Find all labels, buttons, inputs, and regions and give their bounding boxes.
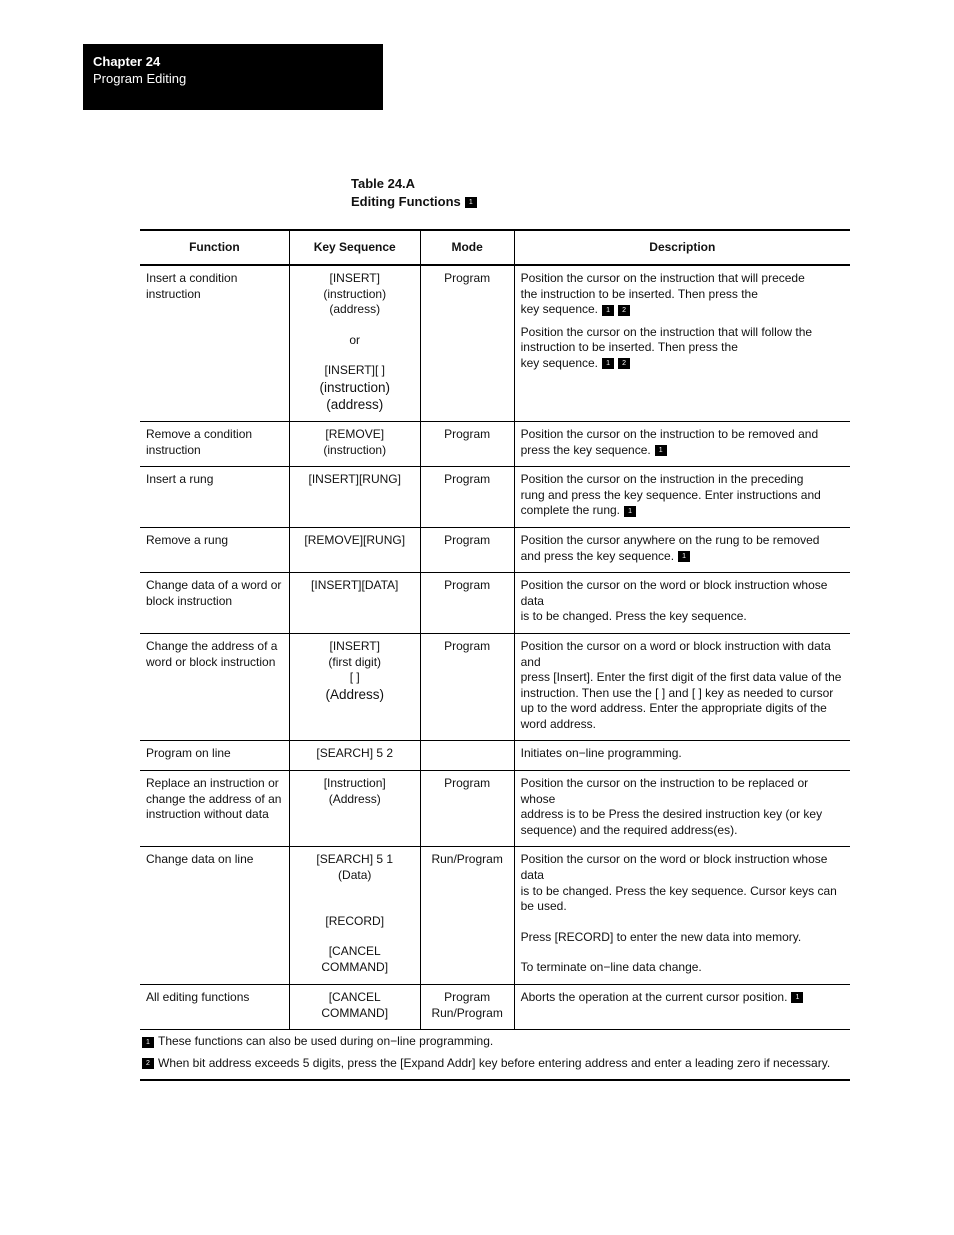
chapter-header: [83, 44, 383, 110]
description-text: sequence) and the required address(es).: [520, 822, 738, 837]
cell-key-sequence: [289, 847, 420, 985]
mode-text: Run/Program: [431, 1005, 503, 1020]
function-text: Remove a rung: [146, 532, 229, 547]
key-text: (instruction): [323, 286, 387, 301]
description-paragraph: [521, 990, 844, 1006]
cell-key-sequence: [289, 633, 420, 741]
description-text: Position the cursor anywhere on the rung to be removed: [520, 532, 820, 547]
spacer: [296, 884, 414, 899]
description-text: Position the cursor on the instruction that will precede: [520, 271, 805, 285]
cell-function: [140, 527, 289, 572]
function-text: Insert a condition: [146, 271, 238, 285]
column-header-description: Description: [514, 230, 850, 265]
cell-function: [140, 421, 289, 466]
mode-text: Program: [444, 776, 491, 791]
description-text: address is to be Press the desired instruction key (or key: [520, 807, 823, 822]
cell-function: [140, 847, 289, 985]
table-row: [140, 265, 850, 421]
description-paragraph: [521, 639, 844, 733]
cell-description: [514, 633, 850, 741]
key-text: (Data): [338, 868, 372, 883]
description-text: Initiates on−line programming.: [520, 746, 682, 761]
footnote: [140, 1030, 850, 1052]
description-paragraph: [521, 960, 844, 976]
description-paragraph: [521, 472, 844, 519]
function-text: instruction: [146, 286, 201, 301]
description-paragraph: [521, 746, 844, 762]
key-text: or: [349, 332, 361, 347]
chapter-title: Program Editing: [93, 71, 187, 86]
mode-text: Program: [444, 638, 491, 653]
function-text: Remove a condition: [146, 426, 253, 441]
description-text: Position the cursor on the instruction in the preceding: [520, 472, 804, 487]
footnote-marker: 1: [602, 358, 614, 369]
mode-text: Program: [444, 426, 491, 441]
function-text: change the address of an: [146, 791, 282, 806]
cell-mode: [420, 633, 514, 741]
cell-function: [140, 985, 289, 1030]
key-text: [INSERT][ ]: [324, 363, 385, 378]
description-text: and press the key sequence.: [520, 548, 675, 563]
table-title-line: [351, 193, 477, 211]
key-text: [REMOVE][RUNG]: [304, 532, 406, 547]
function-text: Program on line: [146, 746, 231, 761]
function-text: Change data of a word or: [146, 578, 282, 593]
table-row: [140, 573, 850, 634]
spacer: [521, 318, 844, 325]
cell-function: [140, 265, 289, 421]
cell-key-sequence: [289, 741, 420, 771]
table-row: [140, 847, 850, 985]
cell-description: [514, 771, 850, 847]
function-text: block instruction: [146, 593, 233, 608]
cell-description: [514, 741, 850, 771]
function-text: instruction without data: [146, 807, 269, 822]
description-text: Position the cursor on the instruction that will follow the: [520, 324, 813, 339]
cell-mode: [420, 771, 514, 847]
table-row: [140, 741, 850, 771]
table-row: [140, 985, 850, 1030]
description-text: is to be changed. Press the key sequence.: [520, 609, 747, 624]
cell-key-sequence: [289, 573, 420, 634]
function-text: Replace an instruction or: [146, 776, 279, 791]
editing-functions-table: [140, 229, 850, 1081]
description-paragraph: [521, 852, 844, 914]
cell-key-sequence: [289, 527, 420, 572]
description-text: key sequence.: [520, 302, 599, 317]
key-text: (address): [326, 396, 384, 412]
function-text: word or block instruction: [146, 654, 276, 669]
key-text: (instruction): [319, 379, 390, 395]
cell-mode: [420, 265, 514, 421]
description-text: instruction. Then use the [ ] and [ ] key as needed to cursor: [520, 685, 834, 700]
table-row: [140, 527, 850, 572]
mode-text: Program: [444, 271, 491, 285]
footnote-marker: 1: [678, 551, 690, 562]
function-text: Change the address of a: [146, 638, 278, 653]
key-text: [INSERT]: [329, 271, 380, 285]
cell-key-sequence: [289, 985, 420, 1030]
cell-description: [514, 527, 850, 572]
spacer: [521, 915, 844, 930]
cell-key-sequence: [289, 771, 420, 847]
cell-description: [514, 847, 850, 985]
key-text: [REMOVE]: [325, 426, 385, 441]
table-row: [140, 771, 850, 847]
cell-mode: [420, 573, 514, 634]
spacer: [296, 348, 414, 363]
footnote-marker: 2: [618, 358, 630, 369]
mode-text: Run/Program: [431, 852, 503, 867]
chapter-number: Chapter 24: [93, 54, 161, 69]
spacer: [296, 929, 414, 944]
table-number: Table 24.A: [351, 176, 416, 191]
description-text: Press [RECORD] to enter the new data into memory.: [520, 929, 802, 944]
spacer: [296, 899, 414, 914]
key-text: [SEARCH] 5 1: [316, 852, 394, 867]
table-row: [140, 467, 850, 528]
footnote-marker: 1: [624, 506, 636, 517]
description-text: press [Insert]. Enter the first digit of the first data value of the: [520, 670, 842, 685]
key-text: [Instruction]: [323, 776, 386, 791]
key-text: [CANCEL COMMAND]: [321, 944, 389, 974]
key-text: (address): [329, 302, 381, 317]
function-text: All editing functions: [146, 990, 250, 1004]
key-text: [RECORD]: [325, 913, 385, 928]
cell-description: [514, 265, 850, 421]
footnote: [140, 1052, 850, 1081]
cell-function: [140, 467, 289, 528]
cell-description: [514, 573, 850, 634]
key-text: (Address): [328, 791, 381, 806]
footnote-marker: 1: [791, 992, 803, 1003]
description-paragraph: [521, 325, 844, 372]
cell-function: [140, 771, 289, 847]
cell-key-sequence: [289, 265, 420, 421]
description-text: is to be changed. Press the key sequence. Cursor keys can: [520, 883, 837, 898]
description-paragraph: [521, 427, 844, 458]
description-text: key sequence.: [520, 355, 599, 370]
footnote-marker: 1: [465, 197, 477, 208]
cell-description: [514, 421, 850, 466]
cell-mode: [420, 985, 514, 1030]
cell-key-sequence: [289, 467, 420, 528]
cell-mode: [420, 421, 514, 466]
description-text: press the key sequence.: [520, 442, 651, 457]
table-title: Editing Functions: [351, 194, 461, 209]
key-text: [CANCEL COMMAND]: [321, 990, 389, 1020]
description-text: To terminate on−line data change.: [520, 960, 702, 975]
mode-text: Program: [444, 578, 491, 593]
description-text: word address.: [520, 716, 596, 731]
footnote-marker: 1: [142, 1037, 154, 1048]
table-header-row: [140, 230, 850, 265]
cell-mode: [420, 527, 514, 572]
key-text: (instruction): [323, 442, 387, 457]
table-row: [140, 421, 850, 466]
spacer: [296, 318, 414, 333]
mode-text: Program: [444, 990, 491, 1004]
column-header-key-sequence: Key Sequence: [289, 230, 420, 265]
description-text: Position the cursor on the instruction to be replaced or whose: [520, 776, 809, 806]
function-text: Insert a rung: [146, 472, 214, 487]
description-text: Position the cursor on the instruction to be removed and: [520, 426, 819, 441]
cell-mode: [420, 741, 514, 771]
spacer: [521, 945, 844, 960]
description-paragraph: [521, 533, 844, 564]
function-text: instruction: [146, 442, 201, 457]
key-text: (first digit): [328, 654, 382, 669]
footnote-marker: 1: [602, 305, 614, 316]
description-paragraph: [521, 776, 844, 838]
key-text: [INSERT][DATA]: [311, 578, 399, 593]
key-text: [INSERT]: [329, 638, 380, 653]
cell-function: [140, 573, 289, 634]
footnote-marker: 2: [142, 1058, 154, 1069]
function-text: Change data on line: [146, 852, 254, 867]
cell-mode: [420, 847, 514, 985]
footnote-row: [140, 1052, 850, 1081]
description-text: the instruction to be inserted. Then press the: [520, 286, 758, 301]
description-paragraph: [521, 930, 844, 946]
description-text: instruction to be inserted. Then press the: [520, 340, 738, 355]
description-text: Position the cursor on the word or block instruction whose data: [520, 852, 828, 883]
column-header-function: Function: [140, 230, 289, 265]
footnote-text: These functions can also be used during on−line programming.: [158, 1034, 494, 1049]
description-text: Aborts the operation at the current cursor position.: [520, 990, 788, 1004]
key-text: [SEARCH] 5 2: [316, 746, 394, 761]
cell-description: [514, 467, 850, 528]
footnote-row: [140, 1030, 850, 1052]
description-text: up to the word address. Enter the appropriate digits of the: [520, 701, 827, 716]
description-text: Position the cursor on a word or block instruction with data and: [520, 638, 831, 669]
mode-text: Program: [444, 532, 491, 547]
description-paragraph: [521, 578, 844, 625]
description-text: complete the rung.: [520, 503, 621, 518]
description-text: Position the cursor on the word or block instruction whose data: [520, 578, 828, 608]
table-caption: [351, 175, 477, 211]
cell-key-sequence: [289, 421, 420, 466]
description-text: be used.: [520, 899, 567, 914]
footnote-marker: 2: [618, 305, 630, 316]
column-header-mode: Mode: [420, 230, 514, 265]
cell-description: [514, 985, 850, 1030]
table-row: [140, 633, 850, 741]
footnote-text: When bit address exceeds 5 digits, press the [Expand Addr] key before entering address and enter a leading zero if necessary.: [158, 1055, 831, 1070]
cell-mode: [420, 467, 514, 528]
cell-function: [140, 741, 289, 771]
mode-text: Program: [444, 472, 491, 487]
key-text: [INSERT][RUNG]: [308, 472, 401, 487]
table-body: [140, 265, 850, 1080]
key-text: (Address): [325, 686, 384, 702]
key-text: [ ]: [349, 670, 360, 685]
cell-function: [140, 633, 289, 741]
description-paragraph: [521, 271, 844, 318]
description-text: rung and press the key sequence. Enter instructions and: [520, 487, 821, 502]
footnote-marker: 1: [655, 445, 667, 456]
